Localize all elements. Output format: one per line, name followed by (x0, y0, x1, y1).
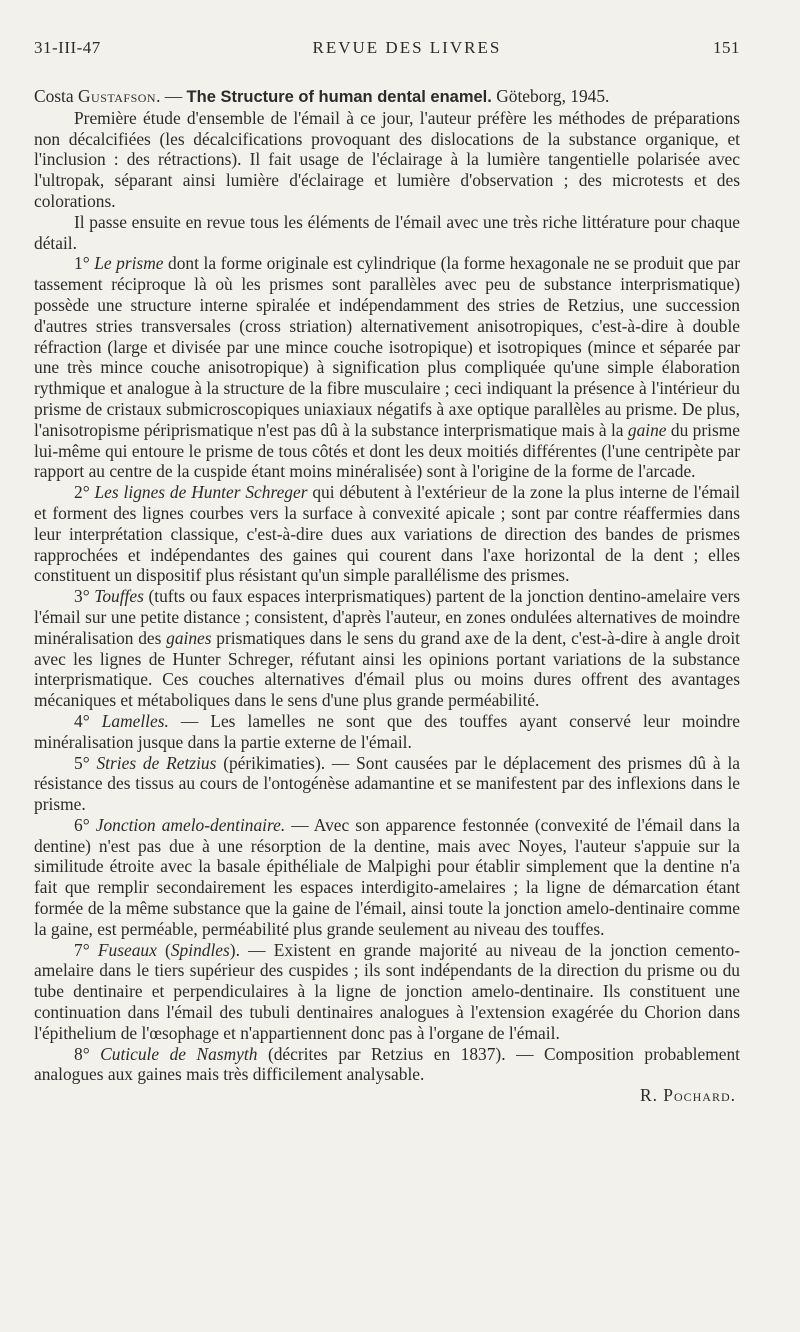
section-text: dont la forme originale est cylindrique (la forme hexagonale ne se produit que par tassement réciproque là où les prismes sont parallèles avec peu de substance interprismatique) possède une structure interne spiralée et indépendamment des stries de Retzius, une succession d'autres stries transversales (cross striation) alternativement anisotropiques, c'est-à-dire à double réfraction (large et divisée par une mince couche isotropique) et isotropiques (mince et séparée par une très mince couche anisotropique) à signification plus compliquée qu'une simple élaboration rythmique et analogue à la structure de la fibre musculaire ; ceci indiquant la présence à l'intérieur du prisme de cristaux submicroscopiques uniaxiaux négatifs à axe optique parallèles au prisme. De plus, l'anisotropisme périprismatique n'est pas dû à la substance interprismatique mais à la (34, 253, 740, 440)
section-number: 4° (74, 710, 102, 731)
section-text: qui débutent à l'extérieur de la zone la plus interne de l'émail et forment des lignes courbes vers la surface à convexité apicale ; sont par contre réaffermies dans leur interprétation classique, c'est-à-dire dues aux variations de direction des bandes de prismes rapprochées et indépendantes des gaines qui courent dans l'axe horizontal de la dent ; elles constituent un dispositif plus résistant qu'un simple parallélisme des prismes. (34, 482, 740, 586)
section-number: 2° (74, 482, 95, 503)
citation (34, 86, 740, 108)
section-cuticule (34, 1044, 740, 1086)
citation-separator: . — (156, 86, 187, 106)
section-text: — Les lamelles ne sont que des touffes ayant conservé leur moindre minéralisation jusque dans la partie externe de l'émail. (34, 710, 740, 752)
publication-place-year: Göteborg, 1945. (491, 86, 610, 106)
section-lamelles (34, 711, 740, 753)
paragraph-overview: Il passe ensuite en revue tous les éléments de l'émail avec une très riche littérature pour chaque détail. (34, 211, 740, 253)
book-review (34, 86, 740, 1106)
paren-open: ( (156, 939, 171, 960)
section-term-inline: Spindles (170, 939, 230, 960)
running-header (34, 38, 740, 68)
section-jonction (34, 815, 740, 940)
section-term: Les lignes de Hunter Schreger (94, 482, 308, 503)
page-number: 151 (713, 38, 740, 57)
section-number: 1° (74, 253, 95, 274)
section-fuseaux (34, 940, 740, 1044)
author-last-name: Gustafson (77, 86, 157, 106)
section-text: (tufts ou faux espaces interprismatiques) partent de la jonction dentino-amelaire vers l'émail sur une petite distance ; consistent, d'après l'auteur, en zones ondulées alternatives de moindre minéralisation des (34, 586, 740, 648)
section-term: Fuseaux (97, 939, 157, 960)
running-title: REVUE DES LIVRES (312, 38, 502, 57)
paragraph-intro: Première étude d'ensemble de l'émail à ce jour, l'auteur préfère les méthodes de préparations non décalcifiées (les décalcifications provoquant des dislocations de la substance organique, et l'inclusion : des rétractions). Il fait usage de l'éclairage à la lumière tangentielle polarisée avec l'ultropak, séparant ainsi lumière d'éclairage et lumière d'observation ; des microtests et des colorations. (34, 107, 740, 211)
section-touffes (34, 586, 740, 711)
author-first-name: Costa (34, 86, 74, 106)
section-term: Le prisme (94, 253, 164, 274)
section-number: 5° (74, 752, 97, 773)
section-term: Lamelles. (101, 710, 169, 731)
section-term: Touffes (94, 586, 144, 607)
section-text: (décrites par Retzius en 1837). — Composition probablement analogues aux gaines mais très difficilement analysable. (34, 1043, 740, 1085)
section-text-continued: du prisme lui-même qui entoure le prisme de tous côtés et dont les deux moitiés différentes (l'une centripète par rapport au centre de la cuspide étant moins minéralisée) sont à l'origine de la forme de l'arcade. (34, 419, 740, 482)
section-term-inline: gaine (627, 419, 667, 440)
section-text-continued: prismatiques dans le sens du grand axe de la dent, c'est-à-dire à angle droit avec les lignes de Hunter Schreger, réfutant ainsi les opinions portant variations de la substance interprismatique. Ces couches alternatives d'émail plus ou moins dures offrent des avantages mécaniques et métaboliques dans le sens d'une plus grande perméabilité. (34, 627, 740, 711)
reviewer-signature: R. Pochard. (640, 1085, 736, 1106)
section-number: 3° (74, 586, 95, 607)
book-title: The Structure of human dental enamel. (186, 88, 492, 106)
section-number: 7° (74, 939, 98, 960)
section-stries-retzius (34, 753, 740, 815)
section-number: 8° (74, 1043, 101, 1064)
section-term: Stries de Retzius (96, 752, 217, 773)
section-text: ). — Existent en grande majorité au niveau de la jonction cemento-amelaire dans le tiers supérieur des cuspides ; ils sont indépendants de la direction du prisme ou du tube dentinaire et perpendiculaires à la ligne de jonction amelo-dentinaire. Ils constituent une continuation dans l'émail des tubuli dentinaires analogues à l'extension exagérée du Chorion dans l'épithelium de l'œsophage et n'appartiennent donc pas à l'organe de l'émail. (34, 939, 741, 1043)
section-text: — Avec son apparence festonnée (convexité de l'émail dans la dentine) n'est pas due à une résorption de la dentine, mais avec Noyes, l'auteur s'appuie sur la similitude étroite avec la basale épithéliale de Malpighi pour établir simplement que la dentine n'a fait que remplir secondairement les espaces interdigito-amelaires ; la ligne de démarcation étant formée de la même substance que la gaine de l'émail, ainsi toute la jonction amelo-dentinaire comme la gaine, est perméable, perméabilité plus grande seulement au niveau des touffes. (34, 814, 740, 939)
section-term: Cuticule de Nasmyth (100, 1043, 258, 1064)
section-term-inline: gaines (166, 627, 212, 648)
section-number: 6° (74, 814, 96, 835)
header-date: 31-III-47 (34, 38, 101, 57)
section-prisme (34, 253, 740, 482)
section-hunter-schreger (34, 482, 740, 586)
section-text: (périkimaties). — Sont causées par le déplacement des prismes dû à la résistance des tissus au cours de l'ontogénèse adamantine et se manifestent par des inflexions dans le prisme. (34, 752, 740, 815)
section-term: Jonction amelo-dentinaire. (95, 814, 286, 835)
